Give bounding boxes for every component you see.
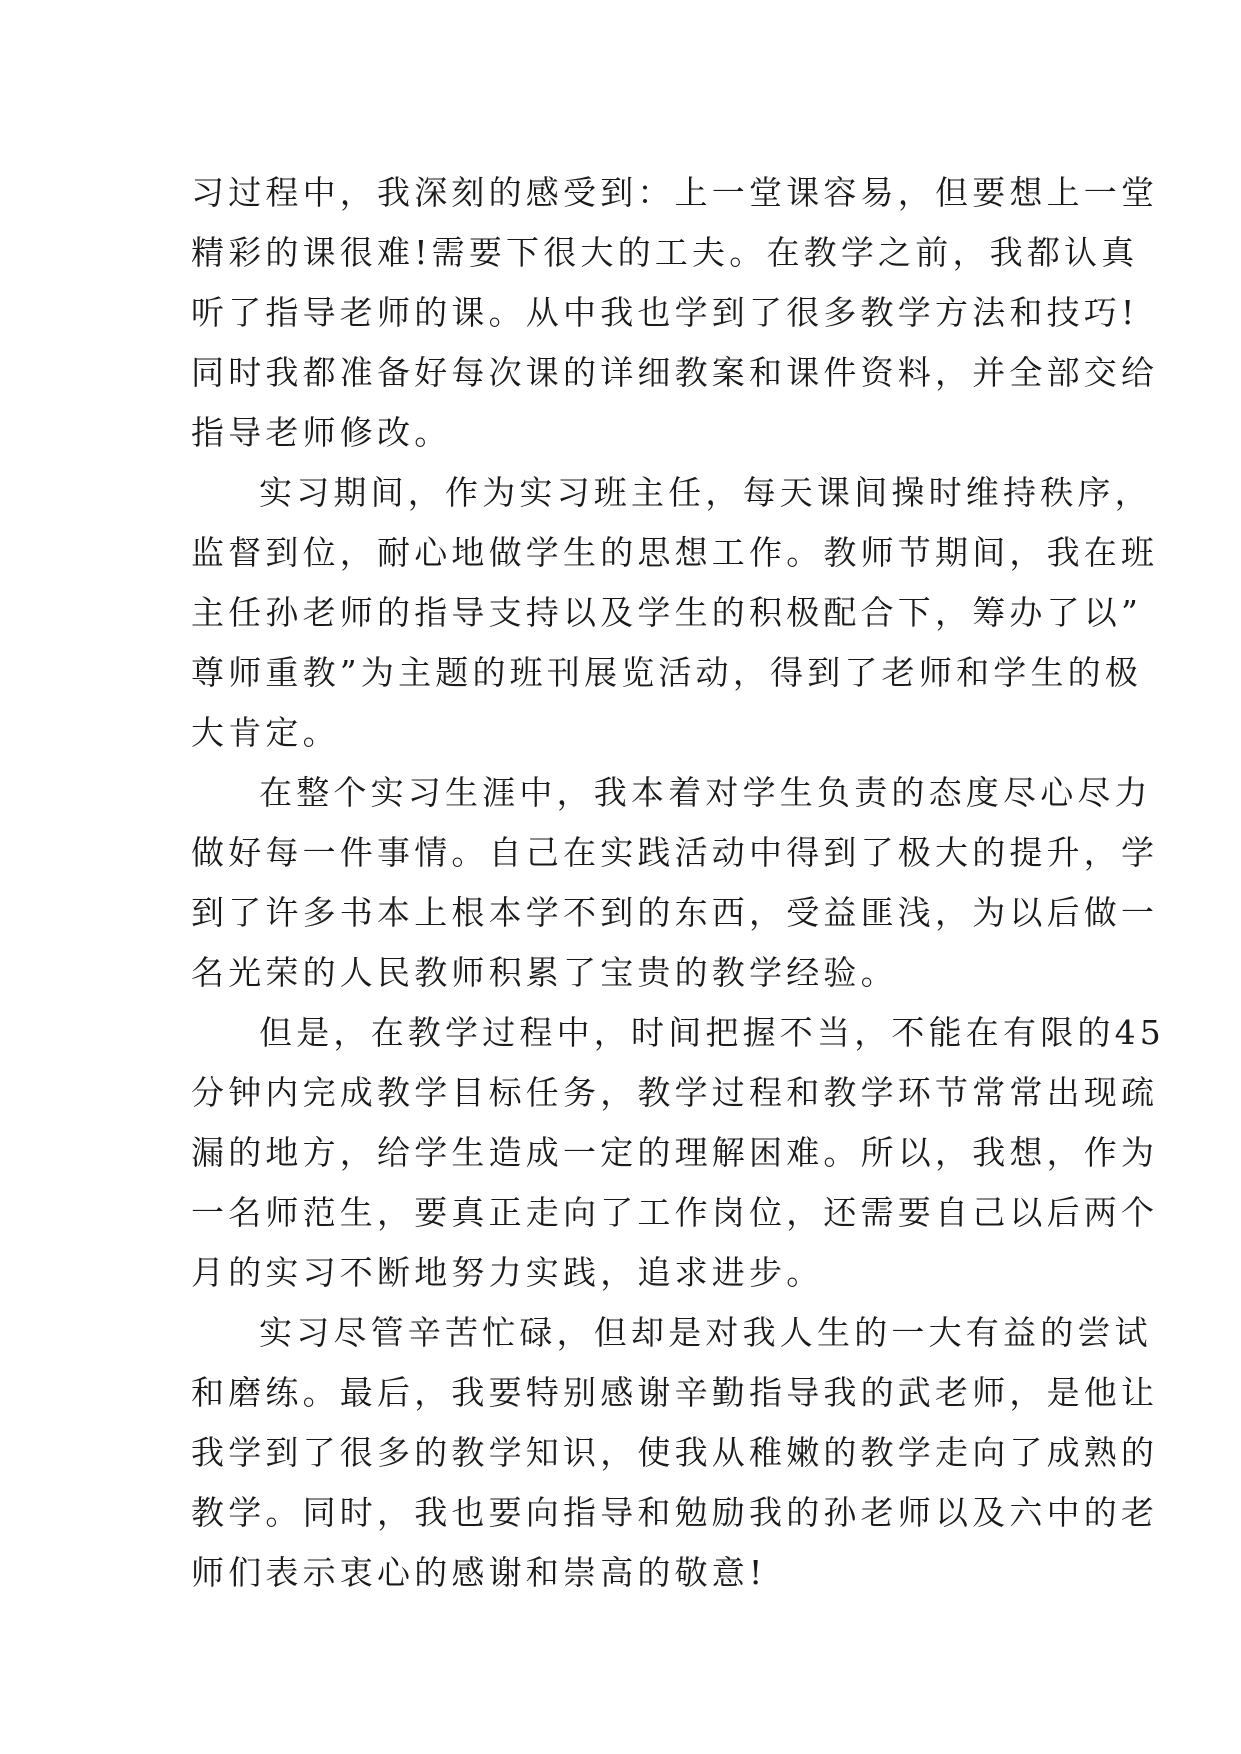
text-line: 名光荣的人民教师积累了宝贵的教学经验。 [191,953,898,992]
text-line: 但是，在教学过程中，时间把握不当，不能在有限的45 [259,1013,1165,1052]
text-line: 一名师范生，要真正走向了工作岗位，还需要自己以后两个 [191,1193,1159,1232]
text-line: 和磨练。最后，我要特别感谢辛勤指导我的武老师，是他让 [191,1373,1159,1412]
text-line: 监督到位，耐心地做学生的思想工作。教师节期间，我在班 [191,533,1159,572]
text-line: 听了指导老师的课。从中我也学到了很多教学方法和技巧! [191,293,1139,332]
text-line: 漏的地方，给学生造成一定的理解困难。所以，我想，作为 [191,1133,1159,1172]
text-line: 尊师重教”为主题的班刊展览活动，得到了老师和学生的极 [191,653,1143,692]
text-line: 同时我都准备好每次课的详细教案和课件资料，并全部交给 [191,353,1159,392]
text-line: 做好每一件事情。自己在实践活动中得到了极大的提升，学 [191,833,1159,872]
text-line: 分钟内完成教学目标任务，教学过程和教学环节常常出现疏 [191,1073,1159,1112]
text-line: 实习期间，作为实习班主任，每天课间操时维持秩序， [259,473,1152,512]
text-line: 月的实习不断地努力实践，追求进步。 [191,1253,824,1292]
text-line: 指导老师修改。 [191,413,452,452]
text-line: 大肯定。 [191,713,340,752]
text-line: 习过程中，我深刻的感受到：上一堂课容易，但要想上一堂 [191,173,1159,212]
text-line: 精彩的课很难!需要下很大的工夫。在教学之前，我都认真 [191,233,1139,272]
text-line: 教学。同时，我也要向指导和勉励我的孙老师以及六中的老 [191,1493,1159,1532]
text-line: 师们表示衷心的感谢和崇高的敬意! [191,1553,767,1592]
text-line: 到了许多书本上根本学不到的东西，受益匪浅，为以后做一 [191,893,1159,932]
document-body [191,163,1165,1603]
text-line: 实习尽管辛苦忙碌，但却是对我人生的一大有益的尝试 [259,1313,1152,1352]
text-line: 我学到了很多的教学知识，使我从稚嫩的教学走向了成熟的 [191,1433,1159,1472]
text-line: 主任孙老师的指导支持以及学生的积极配合下，筹办了以” [191,593,1143,632]
text-line: 在整个实习生涯中，我本着对学生负责的态度尽心尽力 [259,773,1152,812]
